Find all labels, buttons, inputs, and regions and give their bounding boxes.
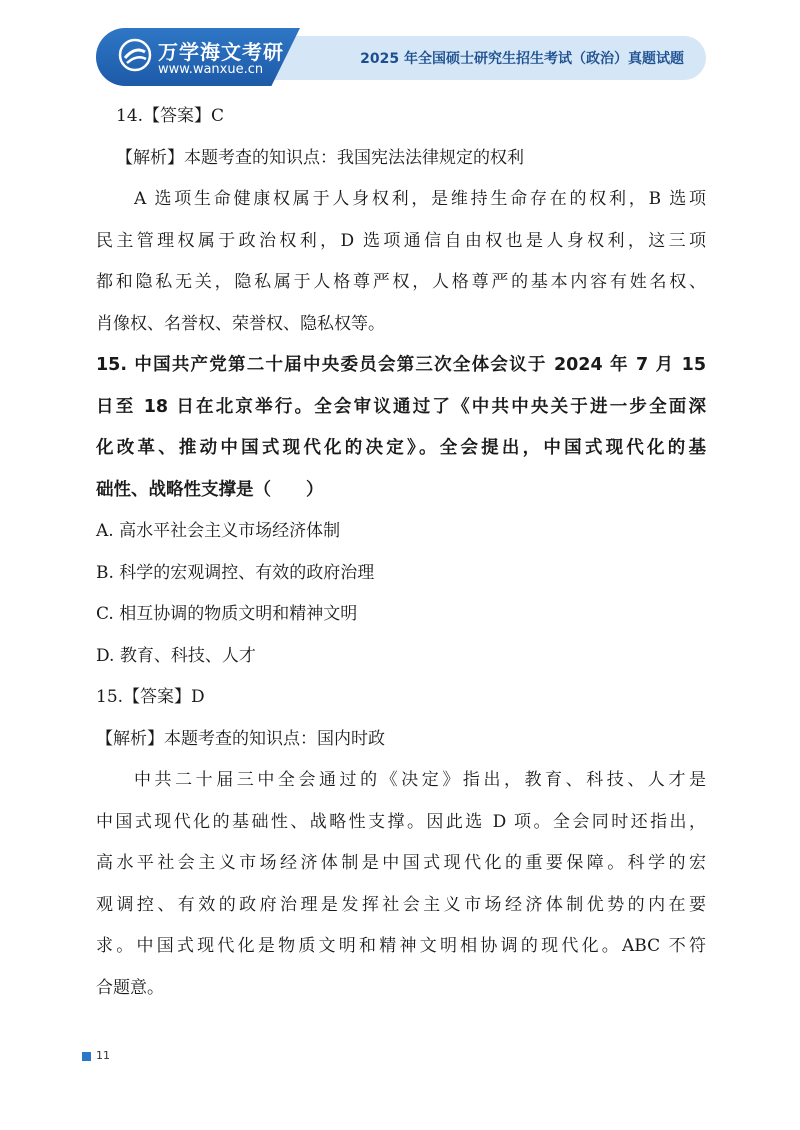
option-a: A. 高水平社会主义市场经济体制 [96, 521, 341, 541]
answer-14: 14.【答案】C [116, 106, 225, 126]
question-15-stem: 15. 中国共产党第二十届中央委员会第三次全体会议于 2024 年 7 月 15 [96, 355, 706, 375]
page-number: 11 [96, 1049, 110, 1062]
analysis-14-text: 都和隐私无关，隐私属于人格尊严权，人格尊严的基本内容有姓名权、 [96, 272, 706, 292]
question-15-stem: 化改革、推动中国式现代化的决定》。全会提出，中国式现代化的基 [96, 438, 706, 458]
analysis-15-text: 合题意。 [96, 977, 164, 998]
page-marker-icon [82, 1052, 91, 1061]
analysis-14-heading: 【解析】本题考查的知识点：我国宪法法律规定的权利 [116, 147, 524, 168]
analysis-15-text: 观调控、有效的政府治理是发挥社会主义市场经济体制优势的内在要 [96, 894, 706, 915]
analysis-15-text: 高水平社会主义市场经济体制是中国式现代化的重要保障。科学的宏 [96, 853, 706, 873]
option-c: C. 相互协调的物质文明和精神文明 [96, 604, 358, 624]
option-d: D. 教育、科技、人才 [96, 645, 256, 666]
analysis-15-text: 中共二十届三中全会通过的《决定》指出，教育、科技、人才是 [134, 770, 706, 790]
question-15-stem: 日至 18 日在北京举行。全会审议通过了《中共中央关于进一步全面深 [96, 396, 706, 417]
brand-name: 万学海文考研 [158, 40, 284, 64]
brand-url: www.wanxue.cn [158, 62, 264, 77]
document-body [96, 96, 706, 1009]
analysis-14-text: 肖像权、名誉权、荣誉权、隐私权等。 [96, 313, 385, 334]
answer-15: 15.【答案】D [96, 687, 205, 707]
analysis-15-heading: 【解析】本题考查的知识点：国内时政 [96, 728, 385, 749]
analysis-14-text: 民主管理权属于政治权利，D 选项通信自由权也是人身权利，这三项 [96, 230, 706, 251]
question-15-stem: 础性、战略性支撑是（ ） [96, 479, 324, 500]
brand-logo-icon [118, 38, 152, 72]
document-title: 2025 年全国硕士研究生招生考试（政治）真题试题 [360, 51, 684, 67]
analysis-14-text: A 选项生命健康权属于人身权利，是维持生命存在的权利，B 选项 [134, 189, 706, 209]
analysis-15-text: 求。中国式现代化是物质文明和精神文明相协调的现代化。ABC 不符 [96, 936, 706, 956]
option-b: B. 科学的宏观调控、有效的政府治理 [96, 562, 375, 583]
analysis-15-text: 中国式现代化的基础性、战略性支撑。因此选 D 项。全会同时还指出， [96, 811, 706, 832]
